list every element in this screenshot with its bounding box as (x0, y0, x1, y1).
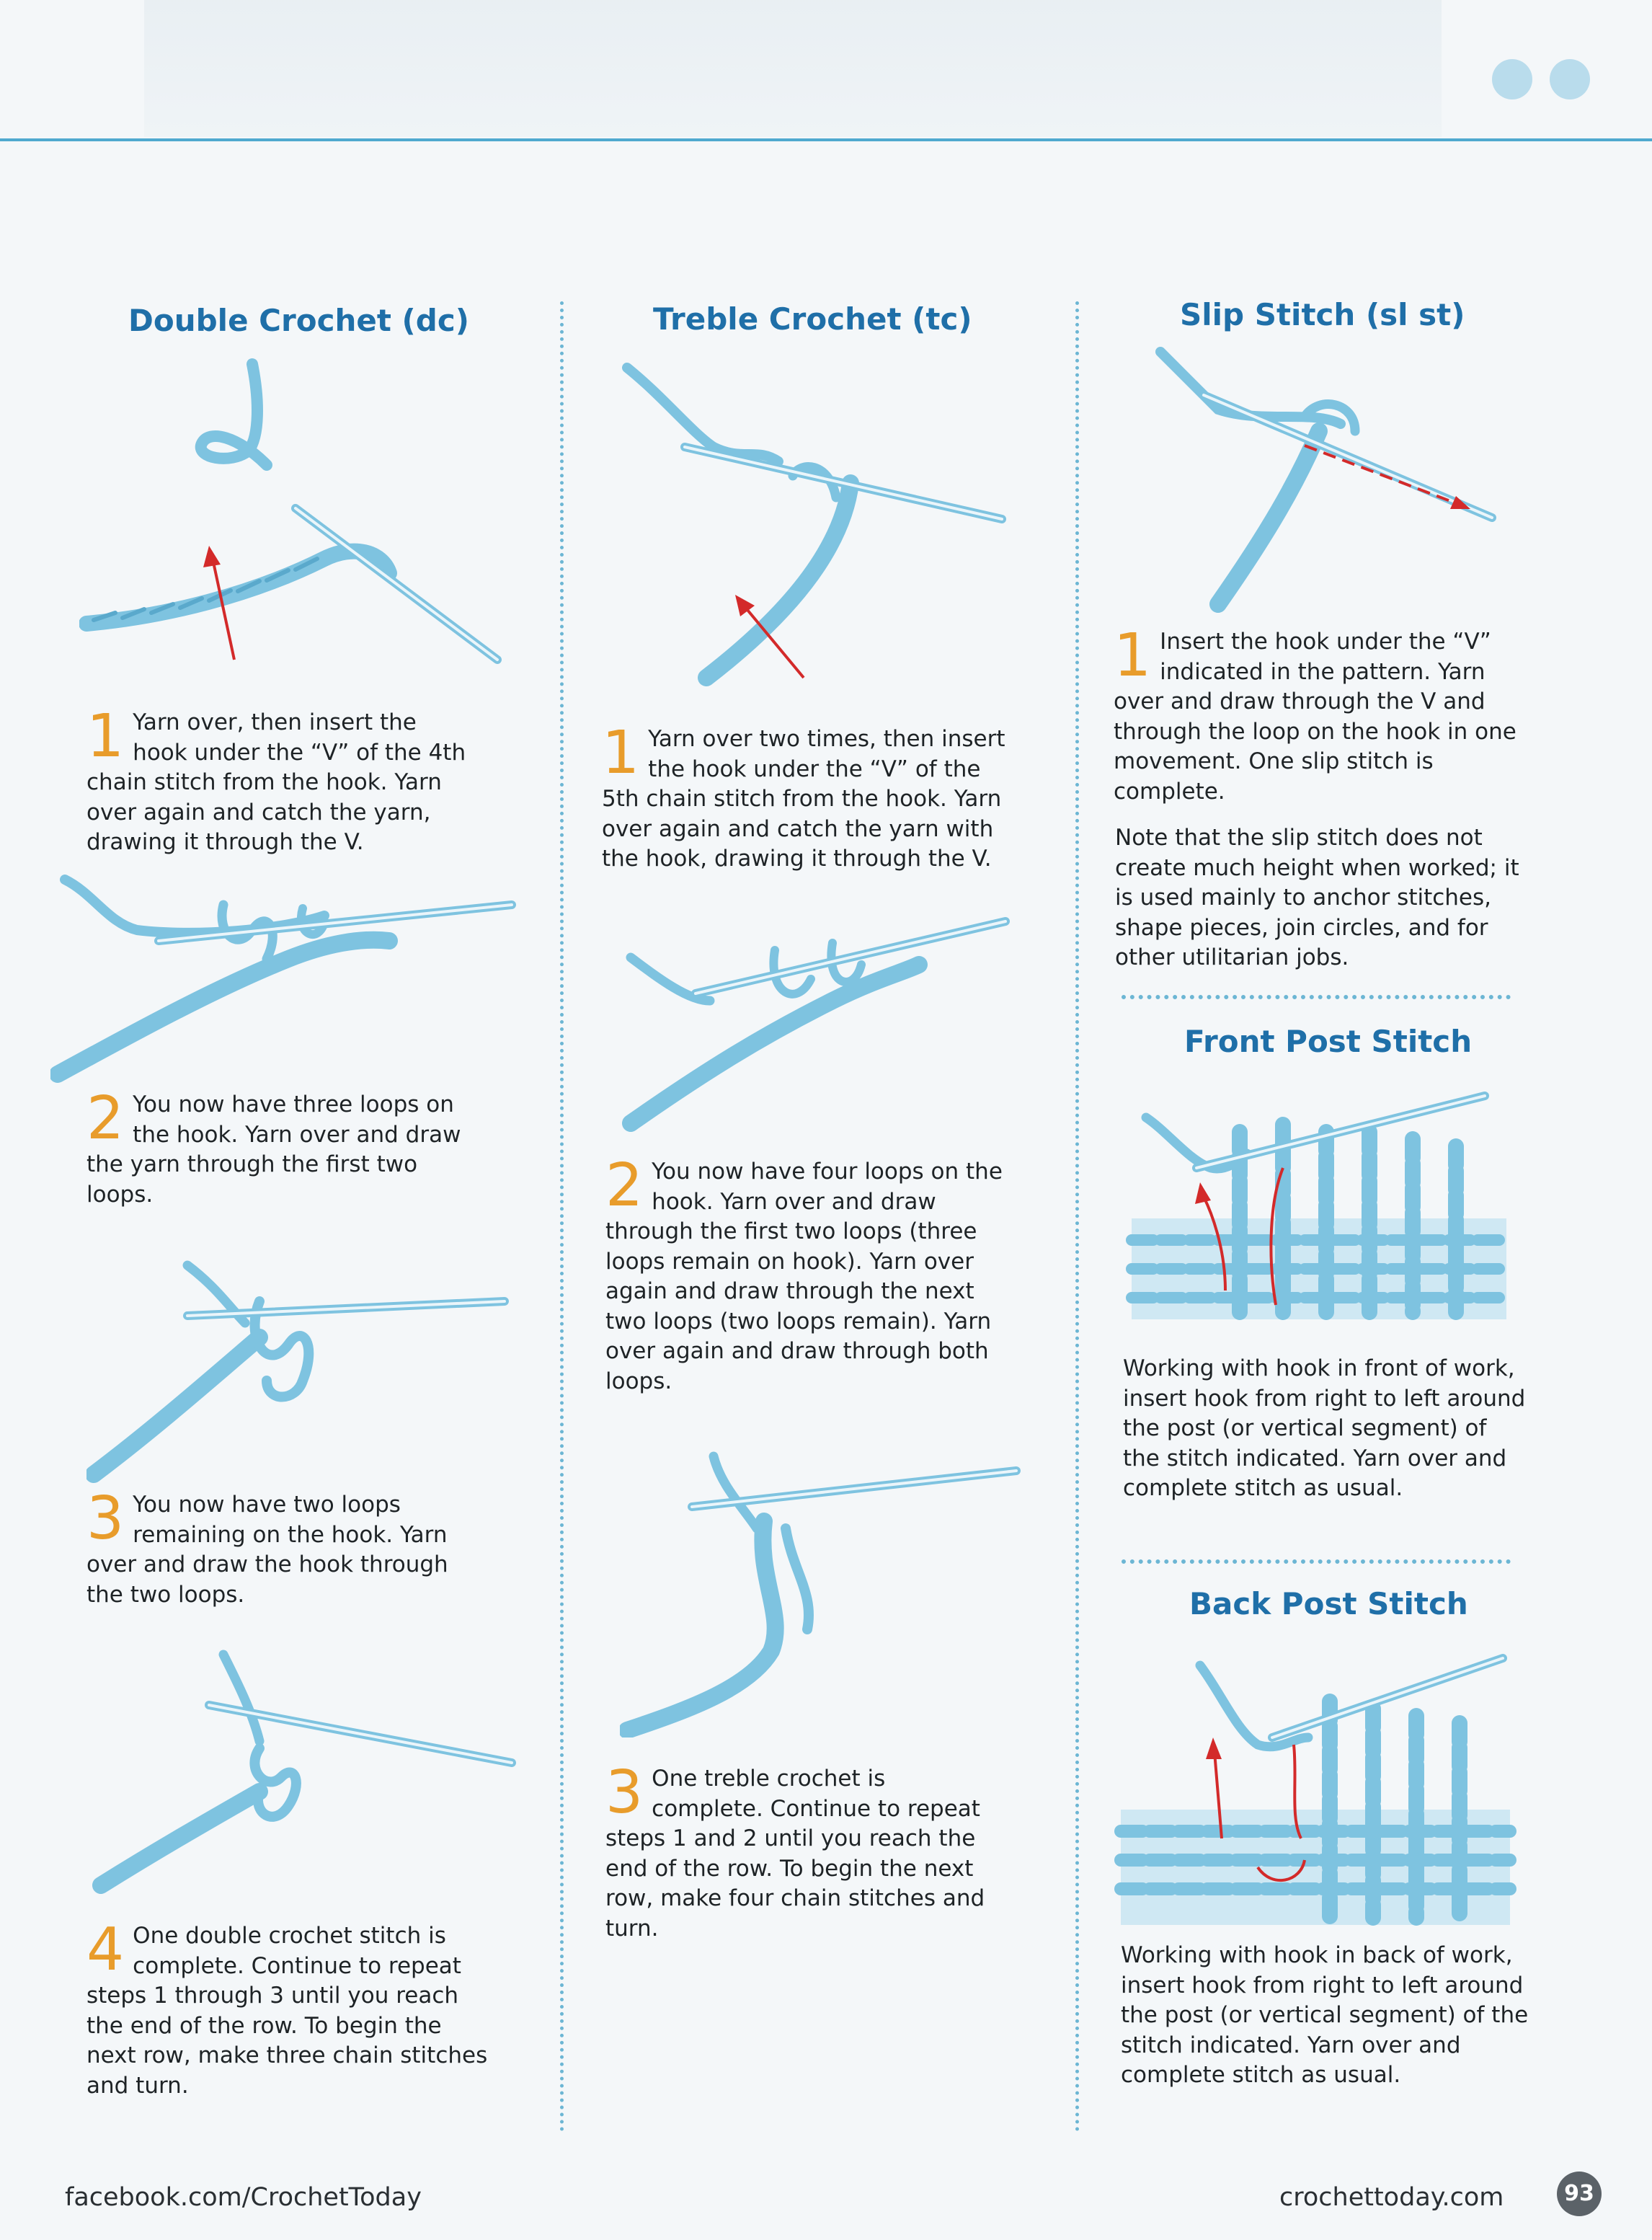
header-rule (0, 138, 1652, 141)
decorative-dot (1550, 59, 1590, 99)
sl-st-note: Note that the slip stitch does not create much height when worked; it is used mainly to anchor stitches, shape pieces, join circles, and for other utilitarian jobs. (1115, 825, 1519, 970)
front-post-illustration (1124, 1089, 1514, 1327)
treble-crochet-title: Treble Crochet (tc) (653, 301, 972, 337)
page-number: 93 (1557, 2172, 1602, 2216)
dc-step2-illustration (50, 872, 519, 1089)
dc-step3-illustration (86, 1258, 519, 1489)
footer-facebook-link[interactable]: facebook.com/CrochetToday (65, 2183, 422, 2212)
dc-step-1: 1 Yarn over, then insert the hook under the “V” of the 4th chain stitch from the hook. Yarn over again and catch the yarn, drawing it through the V. (86, 702, 466, 855)
tc-step-3: 3 One treble crochet is complete. Continue to repeat steps 1 and 2 until you reach the end of the row. To begin the next row, make four chain stitches and turn. (605, 1758, 985, 1942)
slip-stitch-illustration (1153, 345, 1506, 619)
slip-stitch-title: Slip Stitch (sl st) (1180, 297, 1465, 332)
section-divider (1122, 995, 1511, 999)
footer-site-link[interactable]: crochettoday.com (1279, 2183, 1504, 2212)
decorative-dot (1492, 59, 1532, 99)
dc-step4-illustration (86, 1647, 519, 1907)
tc-step2-illustration (616, 907, 1020, 1138)
faded-background-header (144, 0, 1442, 137)
dc-step-3: 3 You now have two loops remaining on the hook. Yarn over and draw the hook through the two loops. (86, 1484, 448, 1608)
section-divider (1122, 1559, 1511, 1564)
dc-step-4: 4 One double crochet stitch is complete. Continue to repeat steps 1 through 3 until you reach the end of the row. To begin the next row, make three chain stitches and turn. (86, 1916, 488, 2099)
column-divider (1075, 301, 1079, 2133)
sl-st-step-1: 1 Insert the hook under the “V” indicated in the pattern. Yarn over and draw through the V and through the loop on the hook in one movement. One slip stitch is complete. (1114, 621, 1516, 805)
back-post-title: Back Post Stitch (1189, 1586, 1468, 1621)
front-post-text: Working with hook in front of work, insert hook from right to left around the post (or vertical segment) of the stitch indicated. Yarn over and complete stitch as usual. (1123, 1355, 1526, 1501)
tc-step-1: 1 Yarn over two times, then insert the hook under the “V” of the 5th chain stitch from the hook. Yarn over again and catch the yarn with the hook, drawing it through the V. (602, 719, 1005, 872)
tc-step1-illustration (613, 353, 1016, 692)
back-post-illustration (1114, 1644, 1517, 1932)
dc-step1-illustration (79, 357, 512, 674)
column-divider (560, 301, 564, 2133)
tc-step-2: 2 You now have four loops on the hook. Yarn over and draw through the first two loops (three loops remain on hook). Yarn over again and draw through the next two loops (two loops remain). Yarn over again and draw through both loops. (605, 1151, 1003, 1394)
dc-step-2: 2 You now have three loops on the hook. Yarn over and draw the yarn through the first two loops. (86, 1084, 461, 1208)
front-post-title: Front Post Stitch (1184, 1024, 1473, 1059)
tc-step3-illustration (620, 1449, 1023, 1737)
double-crochet-title: Double Crochet (dc) (128, 303, 469, 338)
back-post-text: Working with hook in back of work, insert hook from right to left around the post (or vertical segment) of the stitch indicated. Yarn over and complete stitch as usual. (1121, 1942, 1529, 2088)
